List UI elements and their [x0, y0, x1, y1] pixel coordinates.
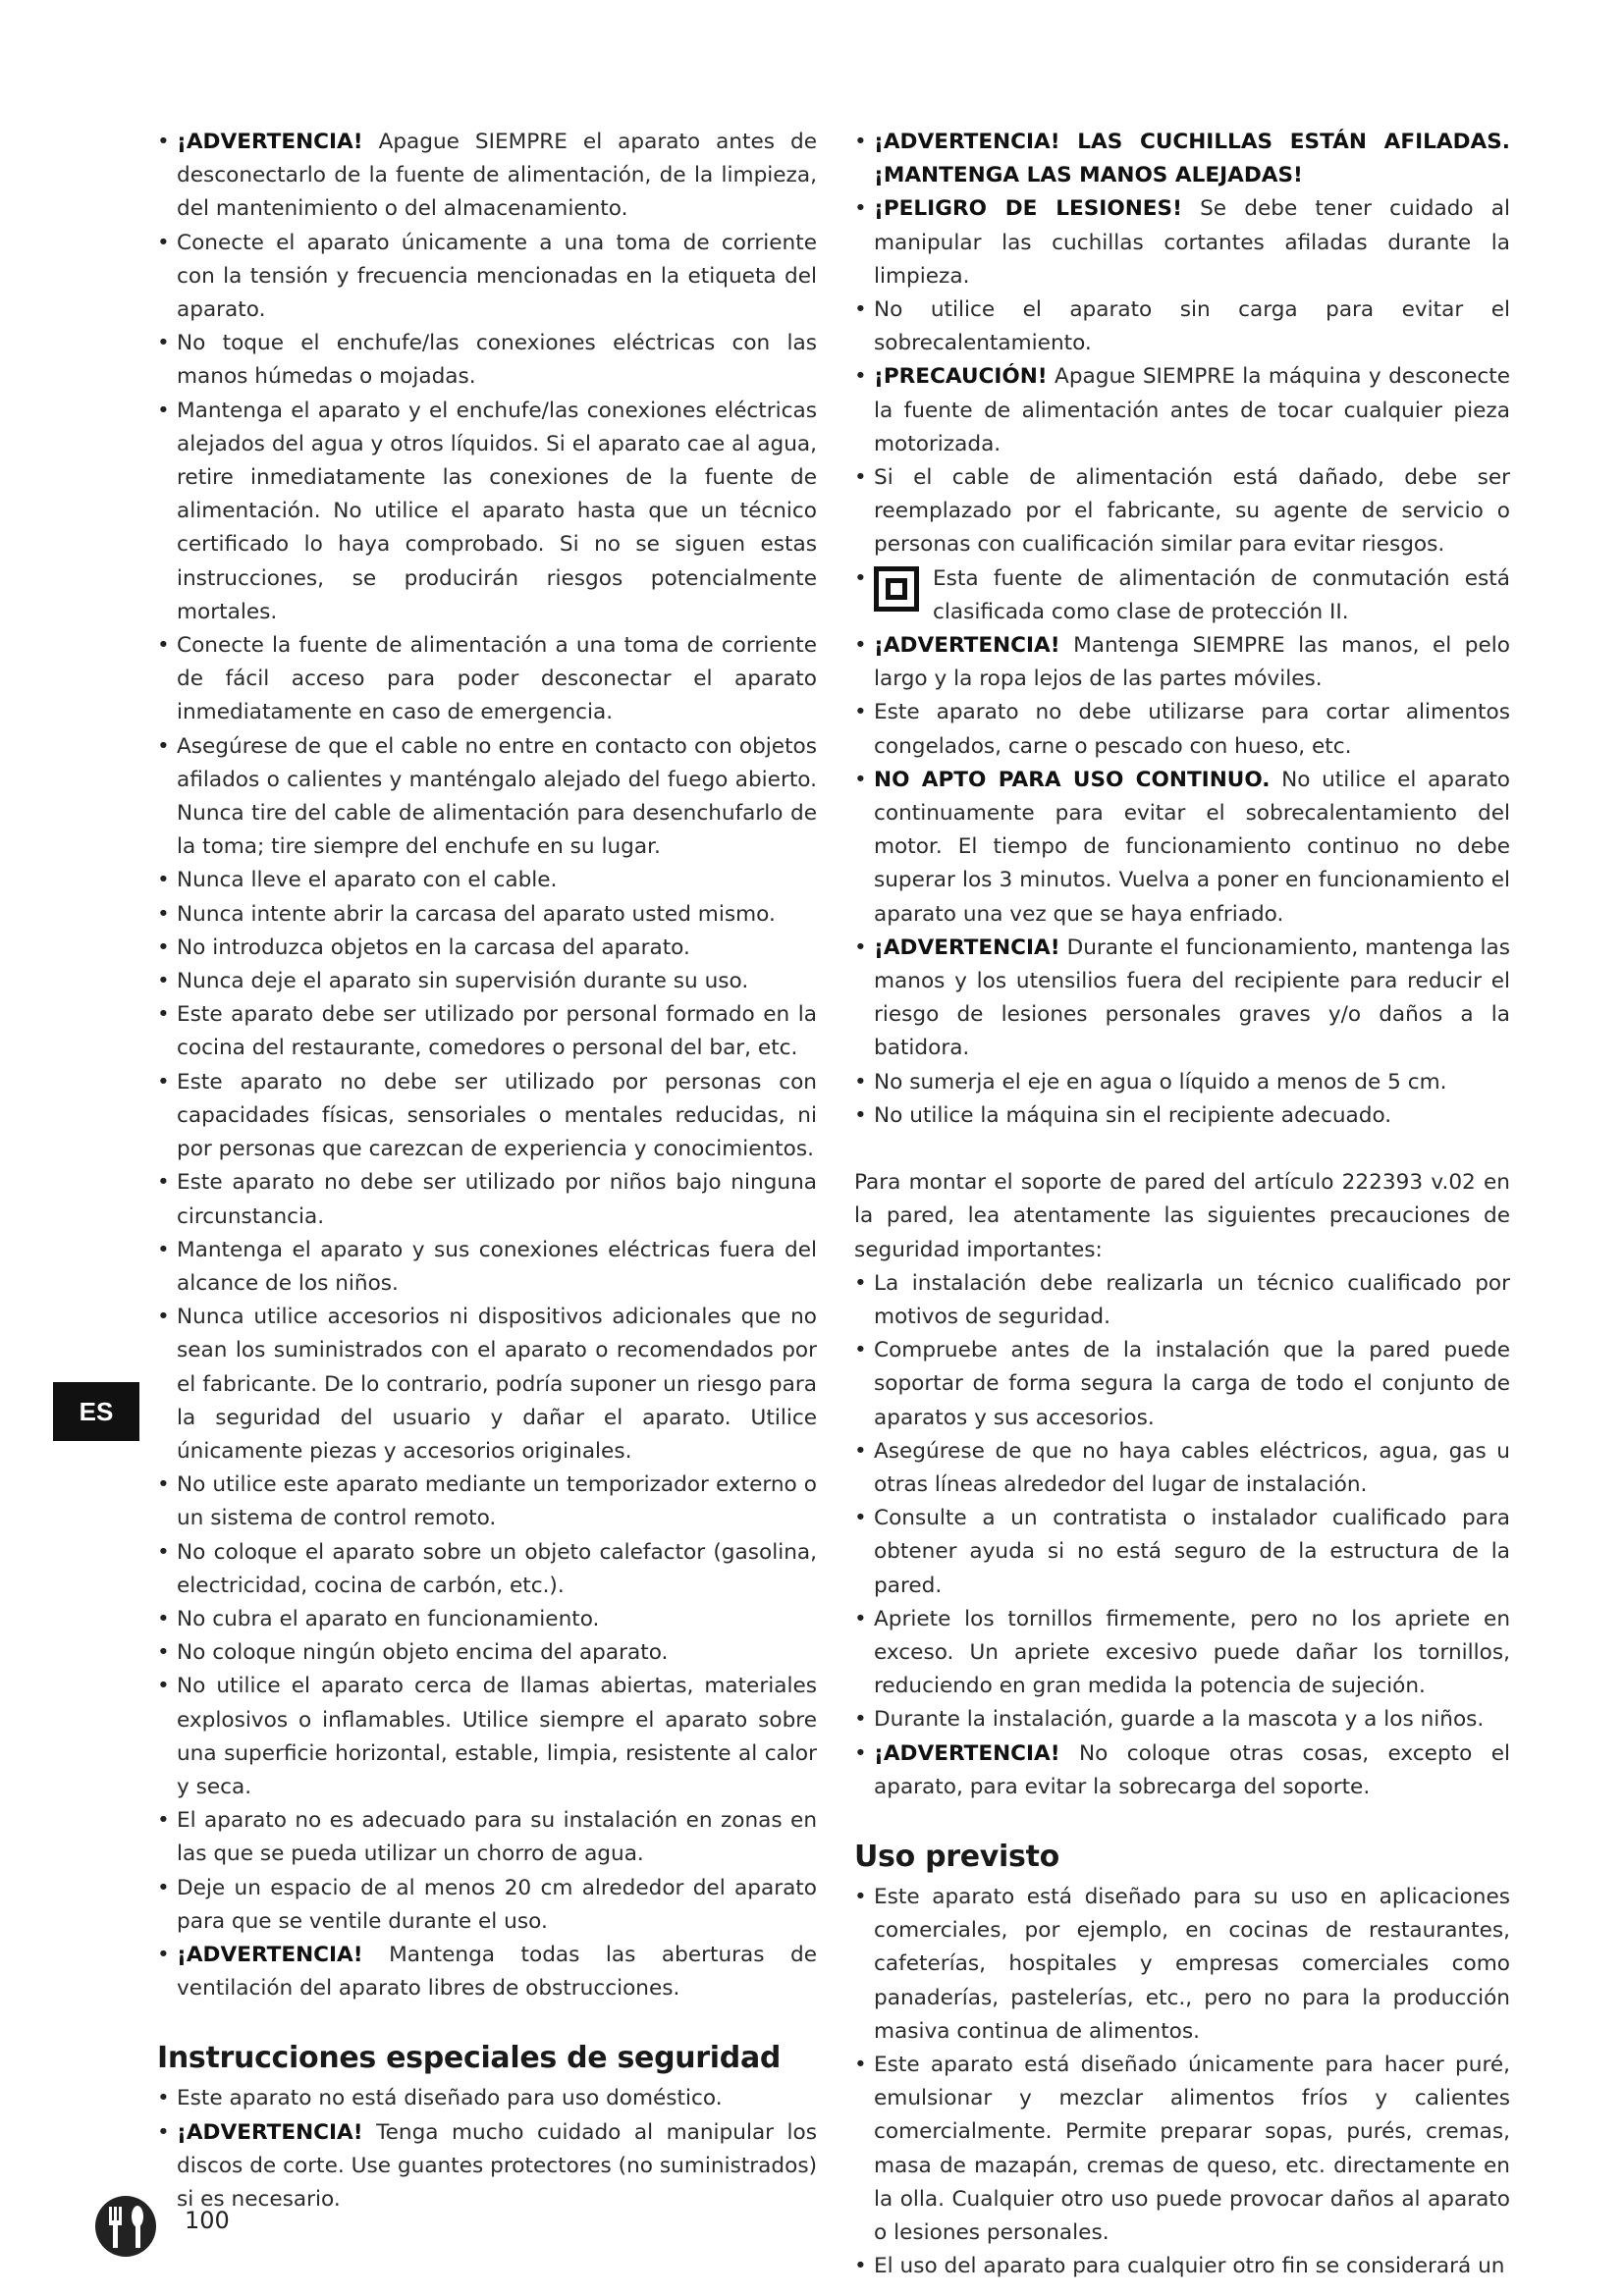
- operation-safety-list: [854, 629, 1510, 1133]
- left-column: [157, 126, 817, 2216]
- list-item: [157, 1301, 817, 1468]
- item-text: No coloque otras cosas, excepto el aparato, para evitar la sobrecarga del soporte.: [874, 1740, 1510, 1799]
- warning-label: ¡ADVERTENCIA!: [177, 2119, 363, 2145]
- item-text: Consulte a un contratista o instalador cualificado para obtener ayuda si no está seguro de la estructura de la pared.: [874, 1506, 1510, 1598]
- language-tab: ES: [53, 1382, 139, 1441]
- item-text: El uso del aparato para cualquier otro fin se considerará un: [874, 2254, 1505, 2279]
- list-item: [157, 898, 817, 932]
- item-text: No sumerja el eje en agua o líquido a menos de 5 cm.: [874, 1069, 1447, 1095]
- list-item: [157, 395, 817, 629]
- special-safety-list: [157, 2082, 817, 2216]
- list-item: [157, 1536, 817, 1603]
- item-text: Mantenga SIEMPRE las manos, el pelo largo y la ropa lejos de las partes móviles.: [874, 633, 1510, 692]
- item-text: Mantenga el aparato y el enchufe/las conexiones eléctricas alejados del agua y otros líquidos. Si el aparato cae al agua, retire inmediatamente las conexiones de la fuente de alimentación. No utilice el aparato hasta que un técnico certificado lo haya comprobado. Si no se siguen estas instrucciones, se producirán riesgos potencialmente mortales.: [177, 398, 817, 624]
- class2-list: [854, 562, 1510, 629]
- list-item: [157, 1670, 817, 1804]
- list-item: [854, 1603, 1510, 1704]
- intended-use-heading: Uso previsto: [854, 1839, 1059, 1874]
- warning-label: ¡ADVERTENCIA!: [177, 130, 363, 154]
- item-text: Nunca intente abrir la carcasa del aparato usted mismo.: [177, 901, 776, 927]
- warning-label: ¡PRECAUCIÓN!: [874, 364, 1048, 390]
- list-item: [854, 629, 1510, 696]
- list-item: [854, 1703, 1510, 1736]
- list-item: [854, 2049, 1510, 2250]
- list-item: [157, 327, 817, 394]
- list-item: [854, 1334, 1510, 1435]
- list-item: [854, 1099, 1510, 1133]
- class2-text: Esta fuente de alimentación de conmutación está clasificada como clase de protección II.: [933, 565, 1510, 624]
- wall-mount-intro: Para montar el soporte de pared del artículo 222393 v.02 en la pared, lea atentamente las siguientes precauciones de seguridad importantes:: [854, 1170, 1510, 1262]
- item-text: No coloque ningún objeto encima del aparato.: [177, 1640, 669, 1666]
- list-item: [157, 1066, 817, 1167]
- warning-label: ¡ADVERTENCIA!: [874, 934, 1060, 960]
- list-item: [157, 932, 817, 965]
- list-item: [157, 864, 817, 897]
- list-item: [157, 965, 817, 998]
- item-text: Asegúrese de que el cable no entre en contacto con objetos afilados o calientes y manténgalo alejado del fuego abierto. Nunca tire del cable de alimentación para desenchufarlo de la toma; tire siempre del enchufe en su lugar.: [177, 733, 817, 860]
- special-safety-heading: Instrucciones especiales de seguridad: [157, 2041, 782, 2076]
- item-text: No toque el enchufe/las conexiones eléctricas con las manos húmedas o mojadas.: [177, 331, 817, 390]
- item-text: El aparato no es adecuado para su instalación en zonas en las que se pueda utilizar un chorro de agua.: [177, 1808, 817, 1867]
- list-item: [157, 1872, 817, 1939]
- item-text: No utilice el aparato cerca de llamas abiertas, materiales explosivos o inflamables. Utilice siempre el aparato sobre una superficie horizontal, estable, limpia, resistente al calor y seca.: [177, 1674, 817, 1799]
- warning-label: ¡ADVERTENCIA! LAS CUCHILLAS ESTÁN AFILADAS. ¡MANTENGA LAS MANOS ALEJADAS!: [874, 130, 1510, 188]
- list-item: [854, 294, 1510, 360]
- item-text: No coloque el aparato sobre un objeto calefactor (gasolina, electricidad, cocina de carbón, etc.).: [177, 1539, 817, 1598]
- list-item: [854, 1267, 1510, 1334]
- item-text: La instalación debe realizarla un técnico cualificado por motivos de seguridad.: [874, 1270, 1510, 1329]
- list-item: [854, 126, 1510, 192]
- item-text: No utilice el aparato sin carga para evitar el sobrecalentamiento.: [874, 297, 1510, 356]
- protection-class-ii-icon: [874, 566, 919, 612]
- list-item: [854, 1066, 1510, 1099]
- item-text: Apriete los tornillos firmemente, pero no los apriete en exceso. Un apriete excesivo puede dañar los tornillos, reduciendo en gran medida la potencia de sujeción.: [874, 1606, 1510, 1699]
- item-text: Este aparato está diseñado para su uso en aplicaciones comerciales, por ejemplo, en cocinas de restaurantes, cafeterías, hospitales y empresas comerciales como panaderías, pastelerías, etc., pero no para la producción masiva continua de alimentos.: [874, 1884, 1510, 2044]
- item-text: Se debe tener cuidado al manipular las cuchillas cortantes afiladas durante la limpieza.: [874, 196, 1511, 289]
- list-item: [157, 2082, 817, 2115]
- item-text: Deje un espacio de al menos 20 cm alrededor del aparato para que se ventile durante el uso.: [177, 1875, 817, 1934]
- item-text: No utilice la máquina sin el recipiente adecuado.: [874, 1102, 1392, 1128]
- warning-label: NO APTO PARA USO CONTINUO.: [874, 767, 1271, 792]
- item-text: Este aparato no debe ser utilizado por niños bajo ninguna circunstancia.: [177, 1170, 817, 1229]
- blade-safety-list: [854, 126, 1510, 562]
- wall-mount-list: [854, 1267, 1510, 1804]
- list-item: [854, 696, 1510, 763]
- list-item: [854, 360, 1510, 461]
- list-item: [157, 2116, 817, 2217]
- list-item: [854, 1737, 1510, 1804]
- item-text: Durante el funcionamiento, mantenga las manos y los utensilios fuera del recipiente para reducir el riesgo de lesiones personales graves y/o daños a la batidora.: [874, 934, 1510, 1061]
- item-text: Nunca utilice accesorios ni dispositivos adicionales que no sean los suministrados con el aparato o recomendados por el fabricante. De lo contrario, podría suponer un riesgo para la seguridad del usuario y dañar el aparato. Utilice únicamente piezas y accesorios originales.: [177, 1305, 817, 1464]
- general-safety-list: [157, 126, 817, 2005]
- list-item: [854, 1881, 1510, 2049]
- list-item: [157, 126, 817, 227]
- list-item: [157, 730, 817, 865]
- item-text: Mantenga todas las aberturas de ventilación del aparato libres de obstrucciones.: [177, 1942, 817, 2002]
- list-item: [854, 932, 1510, 1066]
- item-text: Este aparato no está diseñado para uso doméstico.: [177, 2086, 723, 2111]
- item-text: Apague SIEMPRE la máquina y desconecte la fuente de alimentación antes de tocar cualquier pieza motorizada.: [874, 364, 1510, 456]
- item-text: Tenga mucho cuidado al manipular los discos de corte. Use guantes protectores (no suministrados) si es necesario.: [177, 2119, 817, 2212]
- list-item: [854, 1502, 1510, 1603]
- item-text: Nunca lleve el aparato con el cable.: [177, 868, 558, 893]
- warning-label: ¡ADVERTENCIA!: [874, 1740, 1060, 1766]
- list-item: [854, 1435, 1510, 1502]
- item-text: Este aparato está diseñado únicamente para hacer puré, emulsionar y mezclar alimentos fríos y calientes comercialmente. Permite preparar sopas, purés, cremas, masa de mazapán, cremas de queso, etc. directamente en la olla. Cualquier otro uso puede provocar daños al aparato o lesiones personales.: [874, 2052, 1510, 2245]
- list-item: [157, 629, 817, 730]
- warning-label: ¡ADVERTENCIA!: [874, 633, 1060, 659]
- item-text: Este aparato debe ser utilizado por personal formado en la cocina del restaurante, comedores o personal del bar, etc.: [177, 1002, 817, 1061]
- list-item: [854, 764, 1510, 932]
- item-text: Apague SIEMPRE el aparato antes de desconectarlo de la fuente de alimentación, de la limpieza, del mantenimiento o del almacenamiento.: [177, 130, 817, 222]
- right-column: [854, 126, 1510, 2283]
- page-number: 100: [185, 2207, 230, 2234]
- intended-use-list: [854, 1881, 1510, 2283]
- item-text: Mantenga el aparato y sus conexiones eléctricas fuera del alcance de los niños.: [177, 1237, 817, 1296]
- list-item: [157, 1939, 817, 2005]
- list-item: [157, 1468, 817, 1535]
- list-item: [157, 1234, 817, 1301]
- item-text: Conecte el aparato únicamente a una toma de corriente con la tensión y frecuencia mencionadas en la etiqueta del aparato.: [177, 230, 817, 323]
- item-text: Conecte la fuente de alimentación a una toma de corriente de fácil acceso para poder desconectar el aparato inmediatamente en caso de emergencia.: [177, 633, 817, 725]
- item-text: No cubra el aparato en funcionamiento.: [177, 1606, 600, 1631]
- list-item: [157, 998, 817, 1065]
- list-item: [157, 227, 817, 328]
- list-item: [157, 1166, 817, 1233]
- list-item: [854, 192, 1510, 294]
- item-text: Asegúrese de que no haya cables eléctricos, agua, gas u otras líneas alrededor del lugar de instalación.: [874, 1438, 1510, 1497]
- item-text: No utilice este aparato mediante un temporizador externo o un sistema de control remoto.: [177, 1472, 817, 1531]
- item-text: No utilice el aparato continuamente para evitar el sobrecalentamiento del motor. El tiempo de funcionamiento continuo no debe superar los 3 minutos. Vuelva a poner en funcionamiento el aparato una vez que se haya enfriado.: [874, 767, 1510, 927]
- item-text: Si el cable de alimentación está dañado, debe ser reemplazado por el fabricante, su agente de servicio o personas con cualificación similar para evitar riesgos.: [874, 465, 1510, 558]
- list-item: [854, 2250, 1510, 2283]
- item-text: Compruebe antes de la instalación que la pared puede soportar de forma segura la carga de todo el conjunto de aparatos y sus accesorios.: [874, 1338, 1510, 1430]
- item-text: Este aparato no debe utilizarse para cortar alimentos congelados, carne o pescado con hueso, etc.: [874, 700, 1510, 759]
- warning-label: ¡PELIGRO DE LESIONES!: [874, 196, 1182, 222]
- class2-item: [854, 562, 1510, 629]
- list-item: [157, 1804, 817, 1871]
- item-text: Durante la instalación, guarde a la mascota y a los niños.: [874, 1707, 1485, 1733]
- list-item: [854, 461, 1510, 562]
- cutlery-logo-icon: [94, 2195, 157, 2258]
- item-text: Nunca deje el aparato sin supervisión durante su uso.: [177, 969, 749, 994]
- item-text: Este aparato no debe ser utilizado por personas con capacidades físicas, sensoriales o mentales reducidas, ni por personas que carezcan de experiencia y conocimientos.: [177, 1069, 817, 1162]
- warning-label: ¡ADVERTENCIA!: [177, 1942, 363, 1967]
- list-item: [157, 1603, 817, 1636]
- item-text: No introduzca objetos en la carcasa del aparato.: [177, 934, 690, 960]
- list-item: [157, 1636, 817, 1670]
